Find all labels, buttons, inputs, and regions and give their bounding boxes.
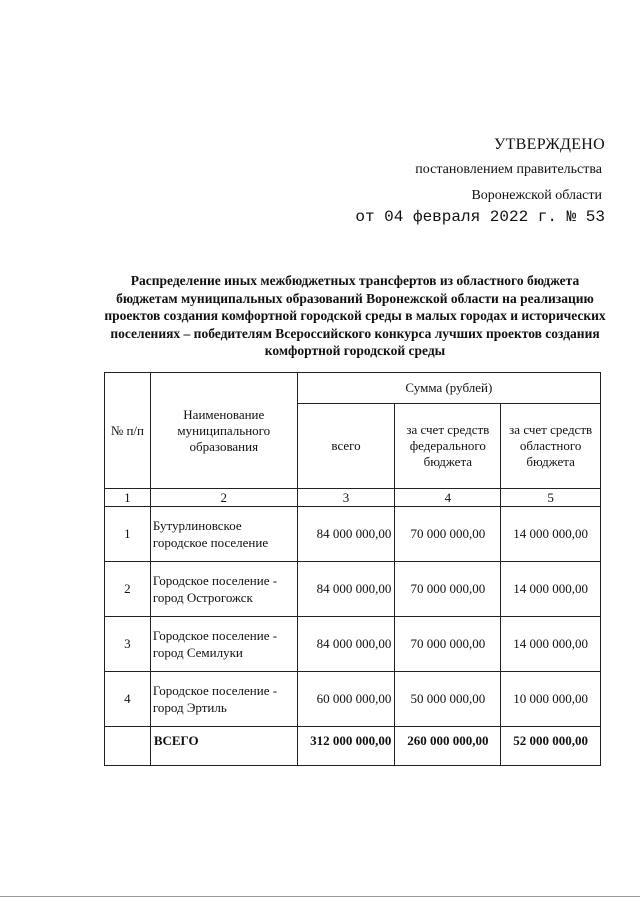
row-regional: 10 000 000,00 bbox=[501, 672, 601, 727]
approval-stamp bbox=[0, 0, 640, 230]
approval-title: УТВЕРЖДЕНО bbox=[493, 136, 605, 153]
row-regional: 14 000 000,00 bbox=[501, 617, 601, 672]
row-federal: 50 000 000,00 bbox=[395, 672, 501, 727]
row-total: 84 000 000,00 bbox=[297, 562, 395, 617]
column-number: 1 bbox=[105, 489, 151, 507]
row-name: Бутурлиновское городское поселение bbox=[150, 507, 297, 562]
allocation-table bbox=[104, 372, 601, 766]
total-label: ВСЕГО bbox=[150, 727, 297, 766]
table-row bbox=[105, 672, 601, 727]
total-sum: 312 000 000,00 bbox=[297, 727, 395, 766]
table-row bbox=[105, 617, 601, 672]
row-federal: 70 000 000,00 bbox=[395, 507, 501, 562]
header-total: всего bbox=[297, 404, 395, 489]
row-num: 4 bbox=[105, 672, 151, 727]
header-sum-group: Сумма (рублей) bbox=[297, 373, 600, 404]
row-name: Городское поселение - город Эртиль bbox=[150, 672, 297, 727]
header-regional: за счет средств областного бюджета bbox=[501, 404, 601, 489]
row-regional: 14 000 000,00 bbox=[501, 562, 601, 617]
column-number: 5 bbox=[501, 489, 601, 507]
row-name: Городское поселение - город Семилуки bbox=[150, 617, 297, 672]
total-regional: 52 000 000,00 bbox=[501, 727, 601, 766]
row-total: 84 000 000,00 bbox=[297, 617, 395, 672]
page-bottom-divider bbox=[0, 896, 640, 897]
header-name: Наименование муниципального образования bbox=[150, 373, 297, 489]
total-federal: 260 000 000,00 bbox=[395, 727, 501, 766]
approval-authority: постановлением правительства bbox=[415, 162, 602, 177]
column-number: 2 bbox=[150, 489, 297, 507]
row-total: 84 000 000,00 bbox=[297, 507, 395, 562]
total-num-empty bbox=[105, 727, 151, 766]
table-total-row bbox=[105, 727, 601, 766]
row-federal: 70 000 000,00 bbox=[395, 617, 501, 672]
row-num: 2 bbox=[105, 562, 151, 617]
approval-region: Воронежской области bbox=[471, 188, 602, 203]
row-num: 3 bbox=[105, 617, 151, 672]
row-num: 1 bbox=[105, 507, 151, 562]
row-regional: 14 000 000,00 bbox=[501, 507, 601, 562]
row-total: 60 000 000,00 bbox=[297, 672, 395, 727]
column-number: 4 bbox=[395, 489, 501, 507]
table-row bbox=[105, 507, 601, 562]
row-name: Городское поселение - город Острогожск bbox=[150, 562, 297, 617]
approval-date: от 04 февраля 2022 г. № 53 bbox=[355, 208, 605, 226]
column-number-row bbox=[105, 489, 601, 507]
header-num: № п/п bbox=[105, 373, 151, 489]
column-number: 3 bbox=[297, 489, 395, 507]
header-federal: за счет средств федерального бюджета bbox=[395, 404, 501, 489]
table-row bbox=[105, 562, 601, 617]
row-federal: 70 000 000,00 bbox=[395, 562, 501, 617]
document-title: Распределение иных межбюджетных трансфертов из областного бюджета бюджетам муниципальных образований Воронежской области на реализацию проектов создания комфортной городской среды в малых городах и исторических поселениях – победителям Всероссийского конкурса лучших проектов создания комфортной городской среды bbox=[104, 273, 606, 358]
table-header-row bbox=[105, 373, 601, 404]
